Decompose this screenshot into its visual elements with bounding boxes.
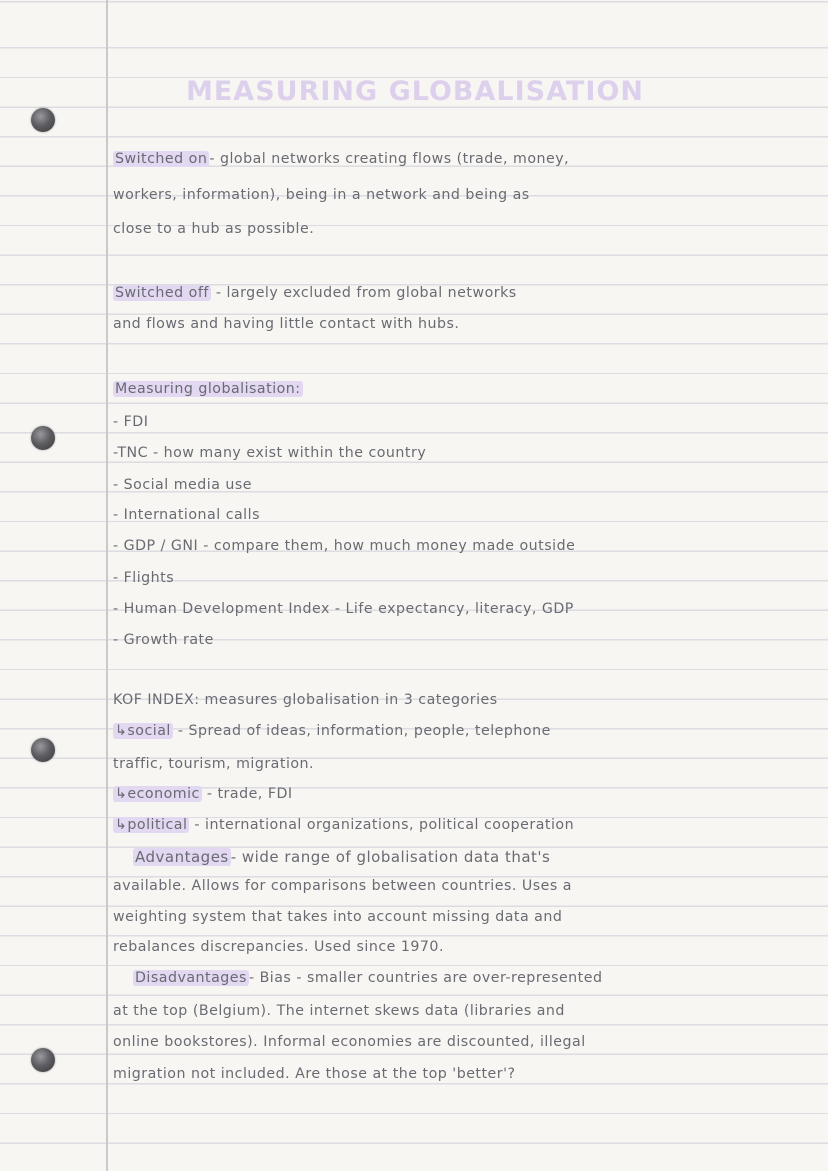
kof-social-text-1: - Spread of ideas, information, people, telephone [172,723,551,739]
punch-hole-4 [31,1048,55,1072]
measure-item: - Flights [113,570,175,586]
measure-item: - International calls [113,507,260,523]
disadvantages-line-4: migration not included. Are those at the top 'better'? [113,1066,516,1082]
switched-off-text-1: - largely excluded from global networks [210,285,517,301]
kof-social-line-1 [113,723,551,739]
switched-off-term: Switched off [115,285,209,301]
advantages-text-1: - wide range of globalisation data that's [230,848,551,866]
kof-economic-term: ↳economic [115,786,200,802]
switched-on-text-1: - global networks creating flows (trade, money, [209,151,570,167]
switched-on-line-3: close to a hub as possible. [113,221,315,237]
kof-economic-text: - trade, FDI [201,786,293,802]
disadvantages-term: Disadvantages [135,970,247,986]
switched-on-term: Switched on [115,151,208,167]
kof-social-term: ↳social [115,723,171,739]
punch-hole-1 [31,108,55,132]
margin-line [106,0,108,1171]
kof-heading: KOF INDEX: measures globalisation in 3 categories [113,692,498,708]
page-title: MEASURING GLOBALISATION [186,76,644,107]
switched-off-line-1 [113,285,517,301]
advantages-line-3: weighting system that takes into account missing data and [113,909,563,925]
measure-item: - Growth rate [113,632,214,648]
advantages-term: Advantages [135,848,229,866]
kof-political-term: ↳political [115,817,188,833]
measure-item: - Human Development Index - Life expectancy, literacy, GDP [113,601,574,617]
punch-hole-2 [31,426,55,450]
measure-item: - GDP / GNI - compare them, how much money made outside [113,538,576,554]
advantages-line-2: available. Allows for comparisons between countries. Uses a [113,878,572,894]
measure-item: -TNC - how many exist within the country [113,445,427,461]
switched-on-line-2: workers, information), being in a network and being as [113,187,530,203]
disadvantages-text-1: - Bias - smaller countries are over-represented [248,970,603,986]
kof-political-line [113,817,574,833]
kof-political-text: - international organizations, political cooperation [189,817,575,833]
measuring-heading-line [113,381,303,397]
disadvantages-line-3: online bookstores). Informal economies are discounted, illegal [113,1034,586,1050]
punch-hole-3 [31,738,55,762]
switched-off-line-2: and flows and having little contact with hubs. [113,316,460,332]
kof-economic-line [113,786,293,802]
switched-on-line-1 [113,151,569,167]
measuring-heading: Measuring globalisation: [115,381,301,397]
kof-social-line-2: traffic, tourism, migration. [113,756,315,772]
advantages-line-1 [133,848,550,866]
measure-item: - FDI [113,414,149,430]
advantages-line-4: rebalances discrepancies. Used since 1970. [113,939,444,955]
disadvantages-line-2: at the top (Belgium). The internet skews data (libraries and [113,1003,565,1019]
disadvantages-line-1 [133,970,602,986]
measure-item: - Social media use [113,477,253,493]
